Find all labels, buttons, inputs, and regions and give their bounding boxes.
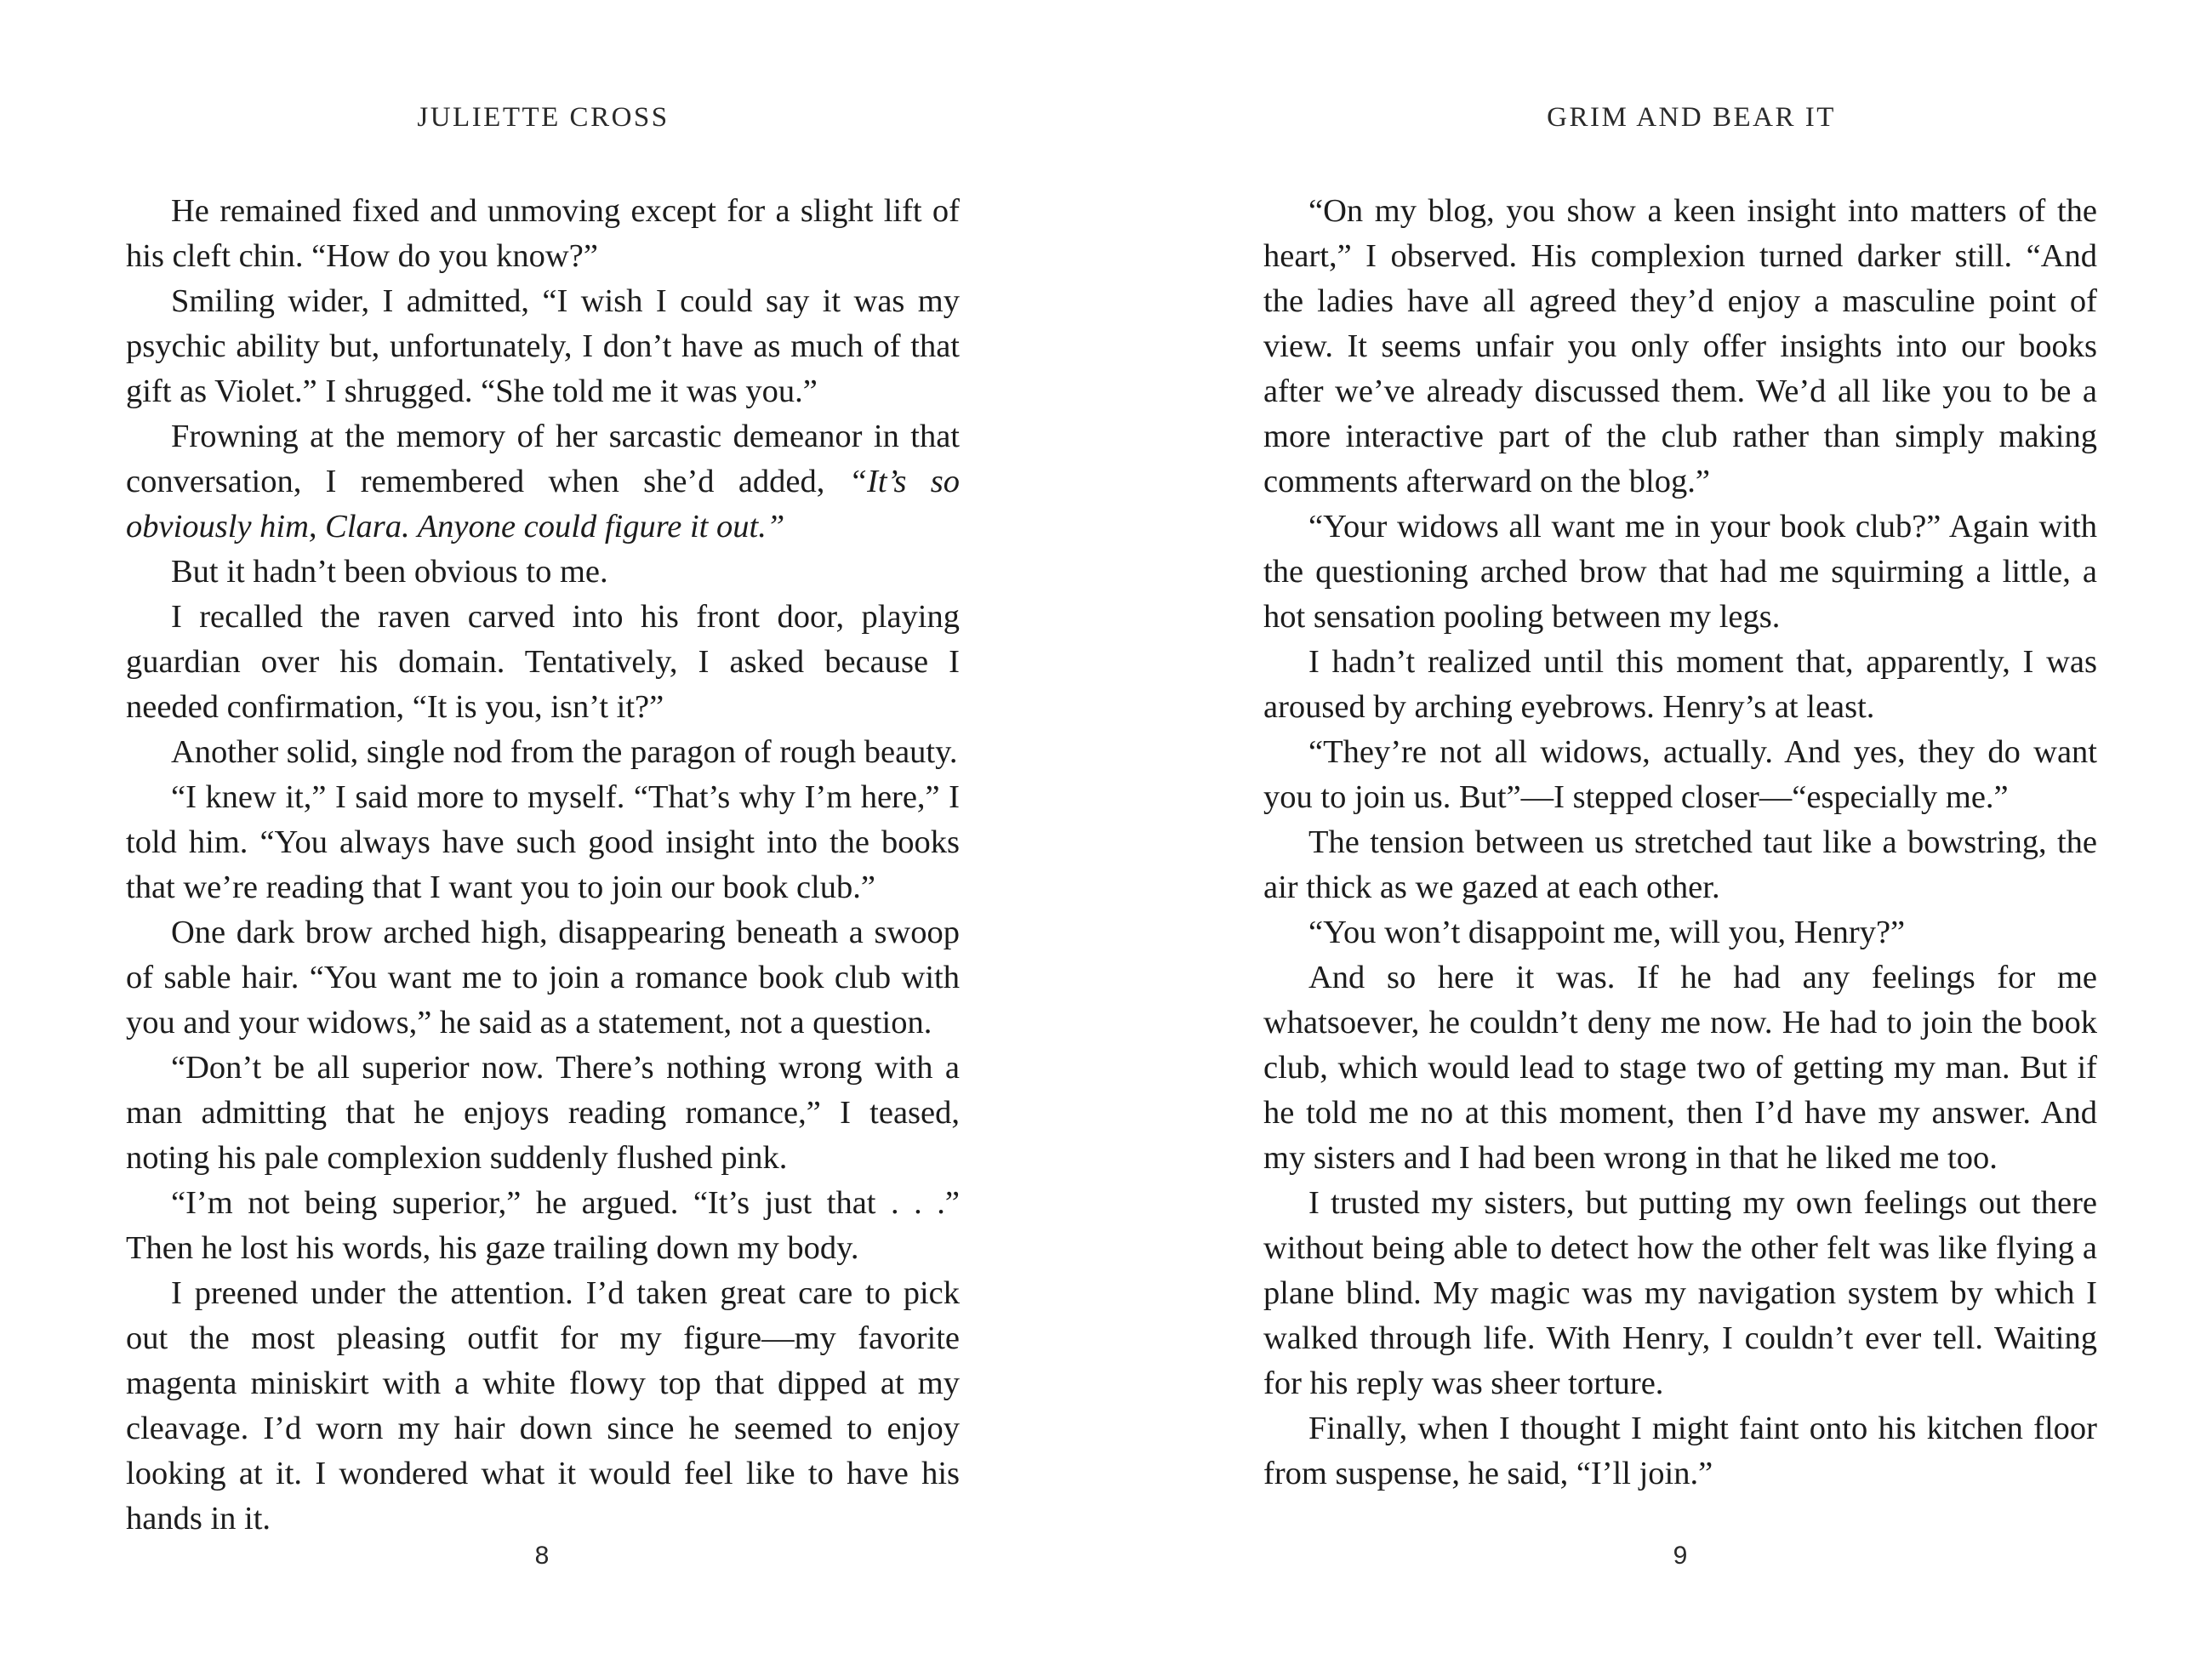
right-running-head: GRIM AND BEAR IT (1547, 102, 1836, 133)
paragraph: “You won’t disappoint me, will you, Henry?” (1308, 915, 1906, 950)
paragraph: But it hadn’t been obvious to me. (171, 554, 608, 590)
italic-quote: “It’s so obviously him, Clara. Anyone could figure it out.” (126, 464, 960, 544)
paragraph: I trusted my sisters, but putting my own feelings out there without being able to detect how the other felt was like flying a plane blind. My magic was my navigation system by which I walked through life. With Henry, I couldn’t ever tell. Waiting for his reply was sheer torture. (1263, 1185, 2097, 1401)
paragraph: “I knew it,” I said more to myself. “That’s why I’m here,” I told him. “You always have such good insight into the books that we’re reading that I want you to join our book club.” (126, 779, 960, 905)
paragraph: “On my blog, you show a keen insight into matters of the heart,” I observed. His complexion turned darker still. “And the ladies have all agreed they’d enjoy a masculine point of view. It seems unfair you only offer insights into our books after we’ve already discussed them. We’d all like you to be a more interactive part of the club rather than simply making comments afterward on the blog.” (1263, 193, 2097, 499)
paragraph: The tension between us stretched taut like a bowstring, the air thick as we gazed at each other. (1263, 824, 2097, 905)
left-page-number: 8 (534, 1542, 550, 1570)
right-page (1106, 0, 2212, 1659)
paragraph: And so here it was. If he had any feelings for me whatsoever, he couldn’t deny me now. He had to join the book club, which would lead to stage two of getting my man. But if he told me no at this moment, then I’d have my answer. And my sisters and I had been wrong in that he liked me too. (1263, 960, 2097, 1176)
paragraph: I hadn’t realized until this moment that, apparently, I was aroused by arching eyebrows. Henry’s at least. (1263, 644, 2097, 725)
paragraph: Another solid, single nod from the paragon of rough beauty. (171, 734, 958, 770)
right-page-number: 9 (1673, 1542, 1688, 1570)
right-body-text (1263, 189, 2097, 1497)
paragraph: “I’m not being superior,” he argued. “It’s just that . . .” Then he lost his words, his gaze trailing down my body. (126, 1185, 960, 1266)
left-body-text (126, 189, 960, 1542)
paragraph: “They’re not all widows, actually. And yes, they do want you to join us. But”—I stepped closer—“especially me.” (1263, 734, 2097, 815)
paragraph: “Don’t be all superior now. There’s nothing wrong with a man admitting that he enjoys reading romance,” I teased, noting his pale complexion suddenly flushed pink. (126, 1050, 960, 1176)
left-running-head: JULIETTE CROSS (417, 102, 670, 133)
paragraph: “Your widows all want me in your book club?” Again with the questioning arched brow that had me squirming a little, a hot sensation pooling between my legs. (1263, 509, 2097, 635)
paragraph: Smiling wider, I admitted, “I wish I could say it was my psychic ability but, unfortunately, I don’t have as much of that gift as Violet.” I shrugged. “She told me it was you.” (126, 283, 960, 409)
paragraph: I recalled the raven carved into his front door, playing guardian over his domain. Tentatively, I asked because I needed confirmation, “It is you, isn’t it?” (126, 599, 960, 725)
paragraph: One dark brow arched high, disappearing beneath a swoop of sable hair. “You want me to join a romance book club with you and your widows,” he said as a statement, not a question. (126, 915, 960, 1040)
paragraph (126, 414, 960, 550)
paragraph-text: Frowning at the memory of her sarcastic demeanor in that conversation, I remembered when she’d added, (126, 419, 960, 499)
paragraph: Finally, when I thought I might faint onto his kitchen floor from suspense, he said, “I’ll join.” (1263, 1411, 2097, 1491)
paragraph: I preened under the attention. I’d taken great care to pick out the most pleasing outfit for my figure—my favorite magenta miniskirt with a white flowy top that dipped at my cleavage. I’d worn my hair down since he seemed to enjoy looking at it. I wondered what it would feel like to have his hands in it. (126, 1275, 960, 1536)
paragraph: He remained fixed and unmoving except for a slight lift of his cleft chin. “How do you know?” (126, 193, 960, 274)
